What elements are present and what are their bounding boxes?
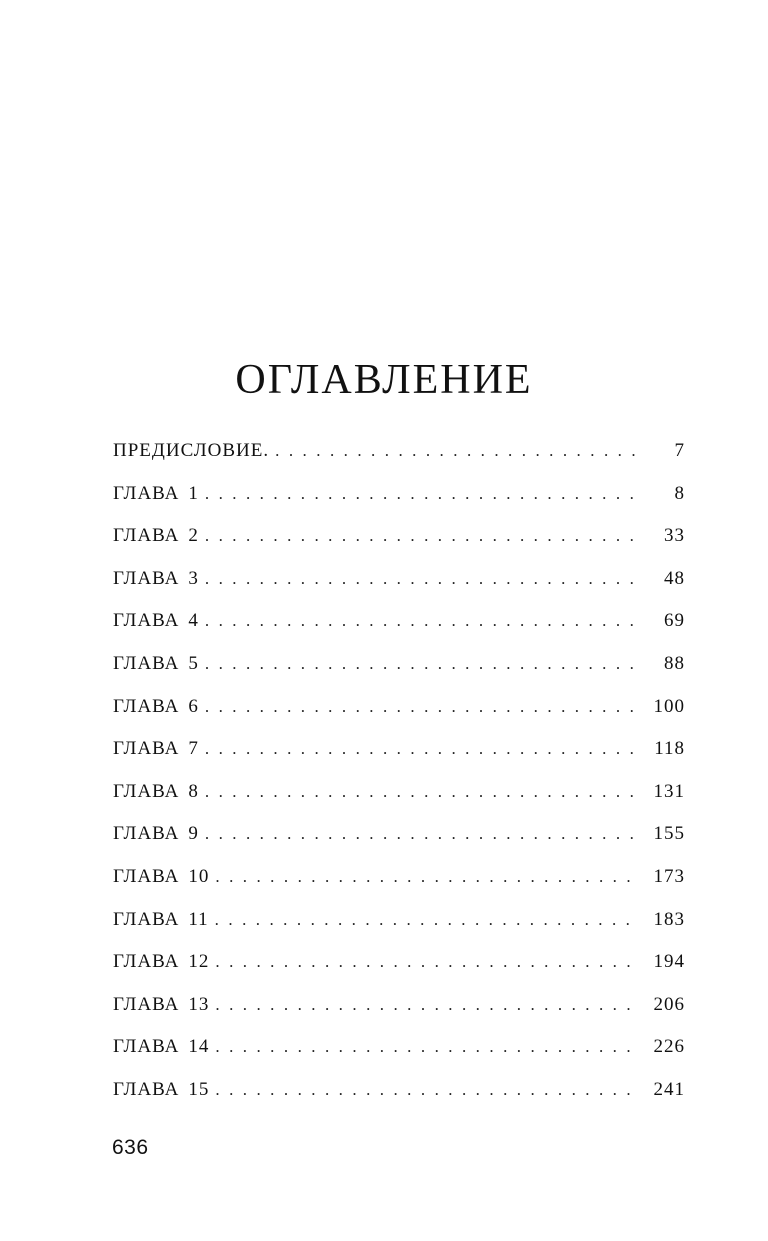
entry-title: ГЛАВА <box>113 1036 180 1058</box>
entry-label <box>113 440 269 462</box>
entry-title: ГЛАВА <box>113 993 180 1015</box>
entry-title: ГЛАВА <box>113 823 180 845</box>
toc-entry <box>113 1079 685 1122</box>
toc-entry <box>113 653 685 696</box>
dot-leader <box>215 1036 635 1058</box>
toc-entry <box>113 525 685 568</box>
entry-page-number: 194 <box>653 951 685 973</box>
entry-page-number: 241 <box>653 1078 685 1100</box>
entry-title: ГЛАВА <box>113 780 180 802</box>
entry-label <box>113 483 199 505</box>
entry-page-number: 226 <box>653 1036 685 1058</box>
toc-entry <box>113 483 685 526</box>
dot-leader <box>205 610 635 632</box>
entry-page-number: 118 <box>654 738 685 760</box>
dot-leader <box>275 440 635 462</box>
chapter-number: 1 <box>188 482 199 504</box>
entry-page-number: 48 <box>664 567 685 589</box>
entry-label <box>113 1079 209 1101</box>
dot-leader <box>215 994 635 1016</box>
chapter-number: 10 <box>188 865 210 887</box>
dot-leader <box>205 568 635 590</box>
entry-label <box>113 610 199 632</box>
entry-title: ГЛАВА <box>113 865 180 887</box>
page-number: 636 <box>112 1136 149 1159</box>
chapter-number: 13 <box>188 993 210 1015</box>
chapter-number: 2 <box>188 525 199 547</box>
dot-leader <box>215 1079 635 1101</box>
entry-page-number: 88 <box>664 652 685 674</box>
entry-label <box>113 525 199 547</box>
entry-label <box>113 823 199 845</box>
entry-title: ГЛАВА <box>113 738 180 760</box>
entry-page-number: 206 <box>653 993 685 1015</box>
entry-label <box>113 568 199 590</box>
toc-title: ОГЛАВЛЕНИЕ <box>235 357 533 403</box>
toc-entry <box>113 696 685 739</box>
dot-leader <box>205 696 635 718</box>
entry-label <box>113 994 209 1016</box>
entry-page-number: 183 <box>653 908 685 930</box>
toc-entry <box>113 738 685 781</box>
dot-leader <box>205 525 635 547</box>
toc-entry <box>113 951 685 994</box>
entry-label <box>113 696 199 718</box>
chapter-number: 15 <box>188 1078 210 1100</box>
entry-title: ГЛАВА <box>113 951 180 973</box>
entry-label <box>113 738 199 760</box>
entry-page-number: 173 <box>653 865 685 887</box>
entry-page-number: 100 <box>653 695 685 717</box>
entry-title: ГЛАВА <box>113 652 180 674</box>
entry-title: ПРЕДИСЛОВИЕ. <box>113 440 270 461</box>
toc-entry <box>113 781 685 824</box>
toc-list <box>113 440 685 1122</box>
chapter-number: 11 <box>188 908 209 930</box>
entry-label <box>113 951 209 973</box>
dot-leader <box>205 653 635 675</box>
toc-entry <box>113 994 685 1037</box>
toc-entry <box>113 866 685 909</box>
entry-page-number: 7 <box>674 440 685 461</box>
entry-title: ГЛАВА <box>113 610 180 632</box>
entry-title: ГЛАВА <box>113 908 180 930</box>
dot-leader <box>215 951 635 973</box>
toc-entry <box>113 1036 685 1079</box>
entry-page-number: 131 <box>653 780 685 802</box>
dot-leader <box>215 909 635 931</box>
entry-label <box>113 909 209 931</box>
toc-entry <box>113 568 685 611</box>
chapter-number: 4 <box>188 610 199 632</box>
dot-leader <box>215 866 635 888</box>
entry-page-number: 155 <box>653 823 685 845</box>
chapter-number: 8 <box>188 780 199 802</box>
entry-page-number: 33 <box>664 525 685 547</box>
toc-entry <box>113 440 685 483</box>
chapter-number: 6 <box>188 695 199 717</box>
dot-leader <box>205 483 635 505</box>
entry-label <box>113 866 209 888</box>
dot-leader <box>205 823 635 845</box>
entry-title: ГЛАВА <box>113 1078 180 1100</box>
entry-page-number: 69 <box>664 610 685 632</box>
dot-leader <box>205 738 635 760</box>
toc-entry <box>113 823 685 866</box>
chapter-number: 12 <box>188 951 210 973</box>
entry-title: ГЛАВА <box>113 525 180 547</box>
entry-label <box>113 1036 209 1058</box>
entry-title: ГЛАВА <box>113 482 180 504</box>
dot-leader <box>205 781 635 803</box>
entry-page-number: 8 <box>674 482 685 504</box>
entry-title: ГЛАВА <box>113 695 180 717</box>
chapter-number: 5 <box>188 652 199 674</box>
toc-entry <box>113 610 685 653</box>
entry-label <box>113 781 199 803</box>
chapter-number: 9 <box>188 823 199 845</box>
chapter-number: 3 <box>188 567 199 589</box>
chapter-number: 14 <box>188 1036 210 1058</box>
entry-title: ГЛАВА <box>113 567 180 589</box>
toc-entry <box>113 909 685 952</box>
chapter-number: 7 <box>188 738 199 760</box>
entry-label <box>113 653 199 675</box>
